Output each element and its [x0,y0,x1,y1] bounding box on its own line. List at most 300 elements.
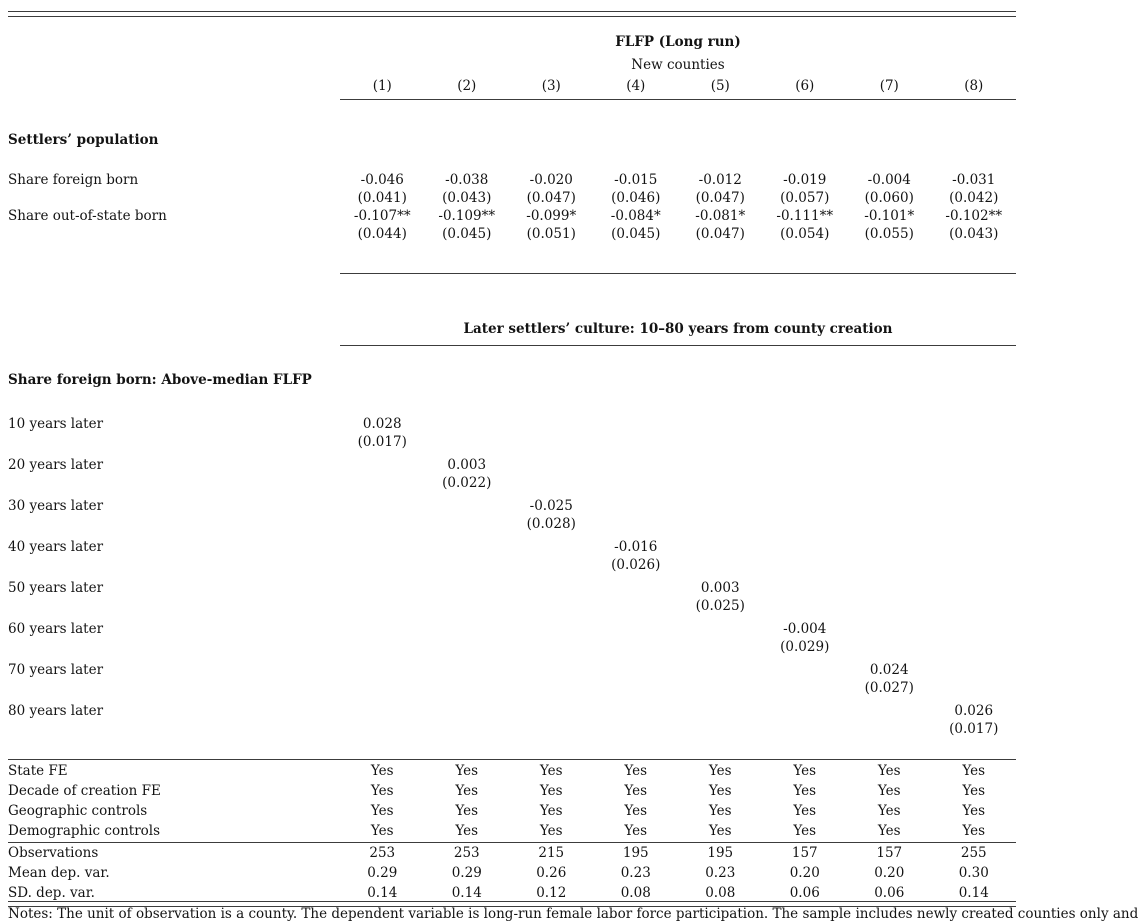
row-label: 40 years later [8,539,104,555]
coef-cell [847,538,932,556]
se-cell [594,679,679,697]
column-number: (4) [626,78,646,94]
coef-cell: -0.004 [783,621,827,637]
control-value: Yes [708,783,732,799]
coef-cell: -0.109** [438,208,496,224]
coef-cell [932,415,1017,433]
row-label [8,720,340,738]
se-cell [594,720,679,738]
control-value: Yes [793,763,817,779]
coef-cell [932,620,1017,638]
stats-rows [8,843,1016,903]
se-cell [763,515,848,533]
control-value: Yes [370,783,394,799]
coef-cell [594,579,679,597]
coef-cell: -0.099* [526,208,577,224]
control-value: Yes [793,823,817,839]
control-value: Yes [877,803,901,819]
panel-settlers-section-label: Settlers’ population [8,132,159,148]
coef-cell [594,415,679,433]
column-header-row [8,76,1016,96]
coef-cell: -0.031 [952,172,996,188]
control-value: Yes [624,823,648,839]
year-row-group [8,702,1016,738]
coef-cell [509,415,594,433]
coef-cell: -0.046 [360,172,404,188]
se-cell: (0.028) [526,516,576,532]
coef-cell [932,579,1017,597]
column-number-row [8,76,1016,96]
control-value: Yes [962,803,986,819]
coef-cell [340,661,425,679]
se-cell [594,515,679,533]
se-cell [932,679,1017,697]
stat-row [8,883,1016,903]
stat-value: 157 [876,845,903,861]
coef-cell [763,579,848,597]
stat-value: 0.14 [367,885,398,901]
coef-cell [847,456,932,474]
se-cell: (0.017) [949,721,999,737]
se-cell [847,474,932,492]
se-cell [763,474,848,492]
se-cell [678,515,763,533]
panel-settlers-bottom-rule [340,273,1016,274]
coef-cell [932,456,1017,474]
se-cell [509,433,594,451]
se-cell [594,597,679,615]
coef-cell: 0.003 [700,580,740,596]
stat-value: 215 [538,845,565,861]
se-cell [594,638,679,656]
coef-cell [594,497,679,515]
coef-cell [763,661,848,679]
stat-value: 195 [622,845,649,861]
se-cell: (0.046) [611,190,661,206]
se-cell [763,556,848,574]
coef-cell [678,456,763,474]
table-notes-clipped: Notes: The unit of observation is a county. The dependent variable is long-run female labor force participation. The sample includes newly created counties only and [8,906,1138,922]
se-cell [425,597,510,615]
se-cell [932,433,1017,451]
coef-cell [763,497,848,515]
control-value: Yes [793,803,817,819]
coef-cell: -0.020 [529,172,573,188]
se-cell: (0.055) [864,226,914,242]
se-cell [425,515,510,533]
stat-value: 0.30 [958,865,989,881]
coef-cell [763,702,848,720]
coefficient-row [8,579,1016,597]
control-value: Yes [708,803,732,819]
coef-cell [425,620,510,638]
coef-cell [425,415,510,433]
control-value: Yes [455,783,479,799]
panel-later-section-label: Share foreign born: Above-median FLFP [8,372,312,388]
stat-value: 0.14 [451,885,482,901]
row-label [8,597,340,615]
row-label [8,515,340,533]
control-value: Yes [455,823,479,839]
se-cell: (0.025) [695,598,745,614]
stat-value: 0.08 [705,885,736,901]
coef-cell [340,497,425,515]
column-number: (7) [879,78,899,94]
coef-cell: 0.003 [447,457,487,473]
se-cell [847,720,932,738]
coef-cell [509,661,594,679]
se-cell [932,597,1017,615]
stat-value: 255 [960,845,987,861]
control-value: Yes [539,763,563,779]
se-cell [678,638,763,656]
coef-cell [340,579,425,597]
se-cell [340,597,425,615]
se-cell [425,556,510,574]
panel-later-header-rule [340,345,1016,346]
control-value: Yes [370,823,394,839]
se-cell: (0.029) [780,639,830,655]
year-row-group [8,579,1016,615]
coef-cell [509,456,594,474]
se-cell [847,597,932,615]
coef-cell [425,661,510,679]
coef-cell [425,538,510,556]
coef-cell: -0.107** [353,208,411,224]
coef-cell [678,415,763,433]
coef-cell: -0.111** [776,208,834,224]
coef-cell [425,497,510,515]
se-cell [509,556,594,574]
coef-cell: 0.026 [954,703,994,719]
se-cell [340,638,425,656]
year-row-group [8,661,1016,697]
control-value: Yes [708,823,732,839]
year-row-group [8,620,1016,656]
row-label: Observations [8,845,99,861]
se-cell: (0.047) [526,190,576,206]
coef-cell: -0.019 [783,172,827,188]
stat-row [8,863,1016,883]
coef-cell [932,538,1017,556]
se-cell: (0.054) [780,226,830,242]
panel-later-rows [8,415,1016,743]
stat-value: 0.20 [874,865,905,881]
control-row [8,761,1016,781]
coef-cell: 0.024 [869,662,909,678]
stat-value: 0.12 [536,885,567,901]
se-cell [340,474,425,492]
coef-cell [678,702,763,720]
se-cell [763,679,848,697]
se-cell [678,433,763,451]
row-label [8,556,340,574]
coef-cell: -0.101* [864,208,915,224]
control-value: Yes [624,803,648,819]
control-row [8,821,1016,841]
control-value: Yes [962,823,986,839]
control-row [8,781,1016,801]
column-number: (8) [964,78,984,94]
control-value: Yes [539,823,563,839]
control-value: Yes [624,763,648,779]
row-label: Demographic controls [8,823,161,839]
se-cell [509,679,594,697]
se-row [8,515,1016,533]
stat-value: 0.29 [367,865,398,881]
se-cell [932,474,1017,492]
control-value: Yes [455,803,479,819]
se-cell [509,597,594,615]
panel-settlers-rows [8,171,1016,243]
column-number: (1) [372,78,392,94]
row-label [8,189,340,207]
row-label: 50 years later [8,580,104,596]
control-value: Yes [539,783,563,799]
coef-cell [594,702,679,720]
coefficient-row [8,497,1016,515]
control-value: Yes [539,803,563,819]
control-value: Yes [877,783,901,799]
control-value: Yes [370,803,394,819]
se-row [8,638,1016,656]
coefficient-row [8,207,1016,225]
column-number: (3) [541,78,561,94]
se-cell [847,433,932,451]
coef-cell [763,538,848,556]
se-cell [847,556,932,574]
controls-top-rule [8,759,1016,760]
se-cell [932,638,1017,656]
se-cell: (0.057) [780,190,830,206]
panel-later-header: Later settlers’ culture: 10–80 years from county creation [463,321,893,337]
year-row-group [8,497,1016,533]
coefficient-row [8,415,1016,433]
row-label [8,76,340,96]
se-cell: (0.044) [357,226,407,242]
stat-value: 195 [707,845,734,861]
coef-cell: -0.102** [945,208,1003,224]
se-row [8,720,1016,738]
coef-cell: -0.038 [445,172,489,188]
se-cell: (0.017) [357,434,407,450]
coef-cell [678,620,763,638]
coef-cell [678,661,763,679]
se-cell: (0.047) [695,190,745,206]
row-label: 30 years later [8,498,104,514]
control-value: Yes [455,763,479,779]
coef-cell [509,702,594,720]
coef-cell [847,497,932,515]
se-cell [425,720,510,738]
stat-value: 0.29 [451,865,482,881]
coef-cell: -0.025 [529,498,573,514]
se-cell [340,515,425,533]
se-cell [678,679,763,697]
coef-cell [678,497,763,515]
row-label: 10 years later [8,416,104,432]
stat-value: 0.20 [789,865,820,881]
coef-cell [932,661,1017,679]
coef-cell: -0.081* [695,208,746,224]
coef-cell [847,620,932,638]
se-cell [340,720,425,738]
se-cell [763,597,848,615]
se-cell [847,638,932,656]
row-label [8,638,340,656]
se-row [8,189,1016,207]
row-label: Geographic controls [8,803,148,819]
column-number: (5) [710,78,730,94]
stat-value: 0.14 [958,885,989,901]
se-cell [678,474,763,492]
se-cell [932,556,1017,574]
coef-cell: -0.012 [698,172,742,188]
coef-cell [425,579,510,597]
coef-cell [847,579,932,597]
se-row [8,556,1016,574]
se-cell [425,638,510,656]
se-cell [509,720,594,738]
se-cell: (0.043) [949,226,999,242]
table-subtitle: New counties [631,57,725,73]
control-value: Yes [962,763,986,779]
se-cell [340,679,425,697]
row-label: SD. dep. var. [8,885,95,901]
table-title: FLFP (Long run) [615,34,741,50]
year-row-group [8,538,1016,574]
coef-cell [340,620,425,638]
coef-cell [425,702,510,720]
se-cell [425,433,510,451]
se-cell: (0.042) [949,190,999,206]
top-double-rule [8,11,1016,17]
coefficient-row [8,538,1016,556]
se-row [8,225,1016,243]
control-value: Yes [370,763,394,779]
row-label: 70 years later [8,662,104,678]
control-row [8,801,1016,821]
control-value: Yes [624,783,648,799]
row-label: 80 years later [8,703,104,719]
stat-value: 0.26 [536,865,567,881]
se-cell [509,638,594,656]
se-cell [763,433,848,451]
se-cell: (0.045) [442,226,492,242]
se-cell [847,515,932,533]
row-label: Mean dep. var. [8,865,110,881]
se-cell [509,474,594,492]
coef-cell [340,538,425,556]
se-cell: (0.051) [526,226,576,242]
control-value: Yes [962,783,986,799]
coef-cell [509,620,594,638]
coef-cell: -0.084* [610,208,661,224]
se-row [8,474,1016,492]
coef-cell: -0.004 [867,172,911,188]
se-cell: (0.022) [442,475,492,491]
coefficient-row [8,456,1016,474]
control-value: Yes [877,763,901,779]
column-number: (2) [457,78,477,94]
stat-row [8,843,1016,863]
stat-value: 0.08 [620,885,651,901]
year-row-group [8,415,1016,451]
se-cell: (0.047) [695,226,745,242]
coef-cell [509,538,594,556]
se-cell [678,556,763,574]
stat-value: 253 [453,845,480,861]
stat-value: 0.06 [874,885,905,901]
row-label [8,679,340,697]
se-cell [594,474,679,492]
row-label [8,225,340,243]
se-cell: (0.045) [611,226,661,242]
coef-cell [594,456,679,474]
controls-rows [8,761,1016,841]
stat-value: 0.23 [620,865,651,881]
year-row-group [8,456,1016,492]
control-value: Yes [793,783,817,799]
coef-cell: -0.016 [614,539,658,555]
se-row [8,597,1016,615]
row-label: Share foreign born [8,172,139,188]
coef-cell [340,702,425,720]
row-label: State FE [8,763,68,779]
row-label: Decade of creation FE [8,783,161,799]
coef-cell [594,661,679,679]
row-label [8,433,340,451]
se-cell: (0.060) [864,190,914,206]
se-cell [594,433,679,451]
coefficient-row [8,661,1016,679]
se-cell [763,720,848,738]
stat-value: 253 [369,845,396,861]
coef-cell [509,579,594,597]
control-value: Yes [708,763,732,779]
coef-cell [340,456,425,474]
se-cell: (0.043) [442,190,492,206]
column-number: (6) [795,78,815,94]
se-row [8,433,1016,451]
coefficient-row [8,171,1016,189]
se-cell: (0.041) [357,190,407,206]
row-label [8,474,340,492]
header-bottom-rule [340,99,1016,100]
stat-value: 0.23 [705,865,736,881]
se-cell [425,679,510,697]
control-value: Yes [877,823,901,839]
coefficient-row [8,702,1016,720]
coefficient-row [8,620,1016,638]
se-cell [340,556,425,574]
coef-cell [678,538,763,556]
se-row [8,679,1016,697]
se-cell: (0.026) [611,557,661,573]
se-cell [932,515,1017,533]
row-label: 60 years later [8,621,104,637]
se-cell [678,720,763,738]
row-label: Share out-of-state born [8,208,167,224]
coef-cell [847,415,932,433]
row-label: 20 years later [8,457,104,473]
coef-cell: -0.015 [614,172,658,188]
coef-cell [594,620,679,638]
se-cell: (0.027) [864,680,914,696]
stat-value: 157 [791,845,818,861]
coef-cell [763,415,848,433]
coef-cell: 0.028 [362,416,402,432]
